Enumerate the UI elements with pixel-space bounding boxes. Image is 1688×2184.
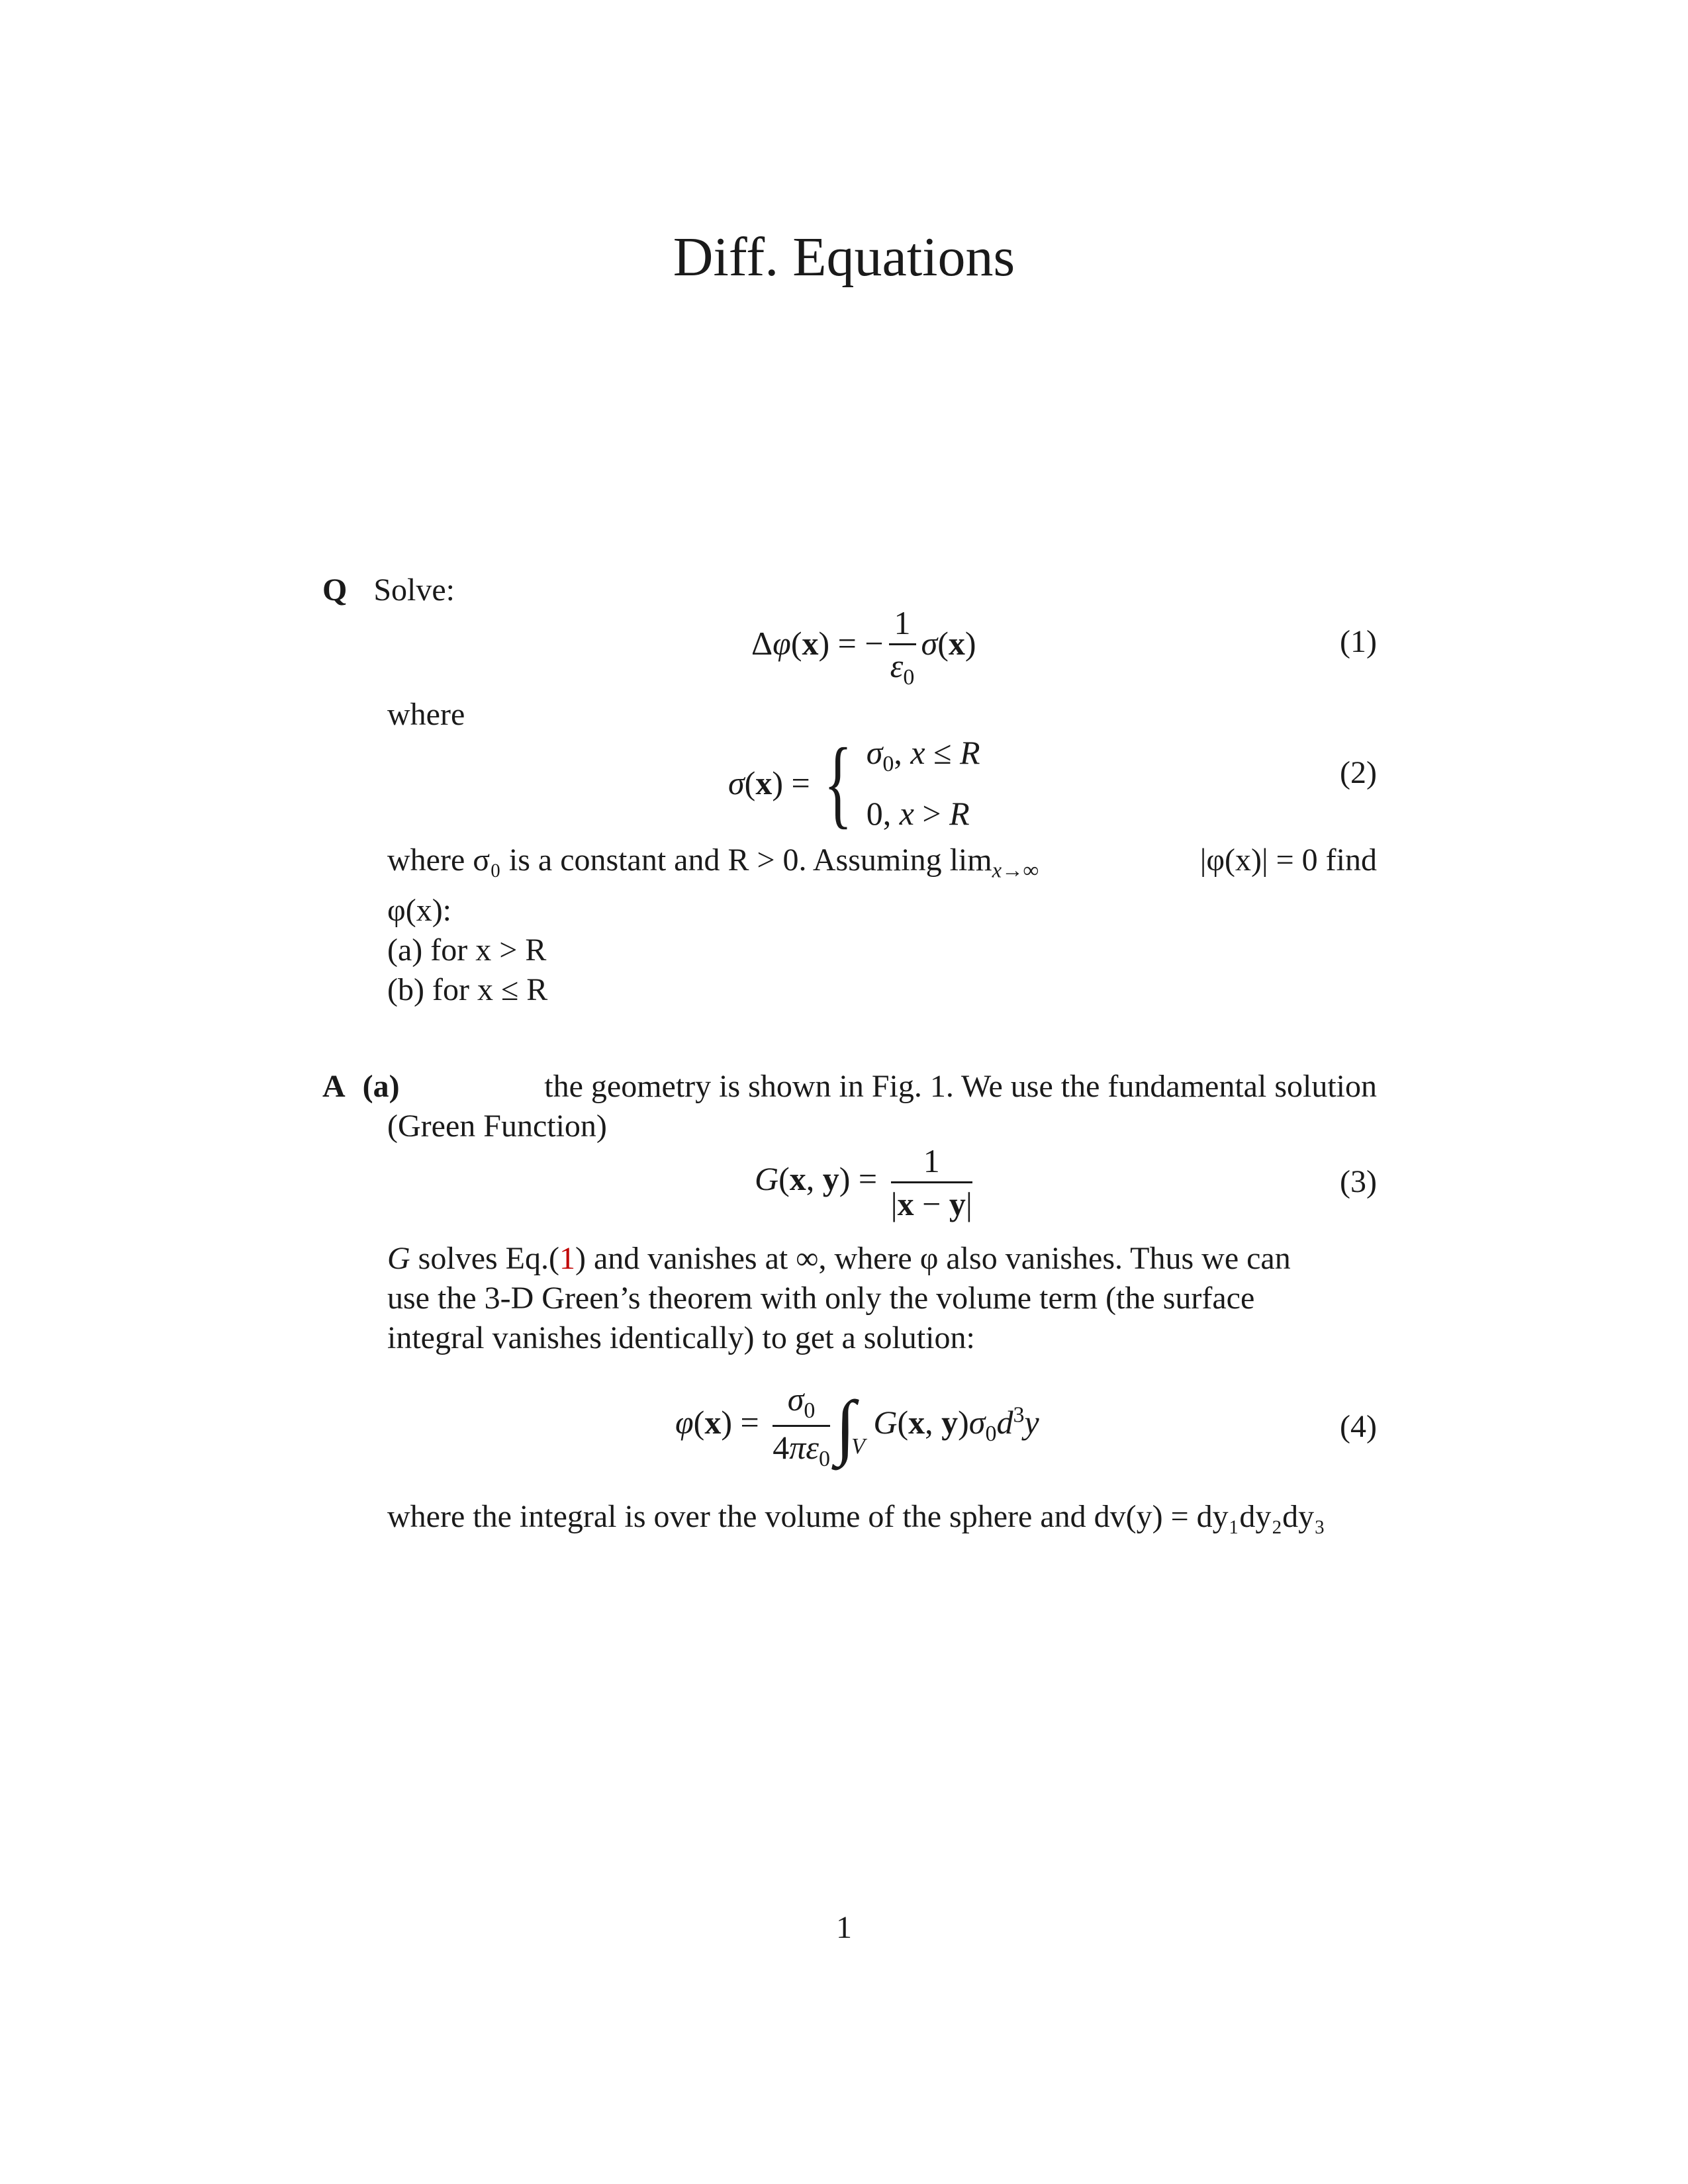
equation-3: G(x, y) = $\frac{1}{|x - y|}$ [755,1142,972,1222]
answer-line1: the geometry is shown in Fig. 1. We use the fundamental solution [544,1069,1377,1104]
answer-line2: (Green Function) [387,1109,607,1144]
conditions-line1: where σ₀ is a constant and R > 0. Assuming lim [387,842,992,878]
where-label: where [387,697,465,732]
question-intro: Solve: [373,572,455,608]
answer-label: A [322,1069,346,1104]
equation-4: φ(x) = $\frac{\sigma_0}{4\pi\varepsilon_0}$ $\int_V$ G(x, $y)\sigma_0d^3y$ [675,1381,1039,1471]
conditions-line1-tail: |φ(x)| = 0 find [1199,842,1377,878]
question-label-row [322,570,455,610]
conditions-line2: φ(x): [387,892,452,928]
answer-paragraph: G solves Eq.(1) and vanishes at ∞, where φ also vanishes. Thus we can use the 3-D Green’s theorem with only the volume term (the surface integral vanishes identically) to get a solution: [387,1239,1377,1358]
question-label: Q [322,572,348,608]
answer-closing-line: where the integral is over the volume of the sphere and dv(y) = dy₁dy₂dy₃ [387,1499,1325,1534]
answer-para-line2: use the 3-D Green’s theorem with only the volume term (the surface [387,1281,1255,1316]
equation-1-number: (1) [1340,624,1377,659]
question-conditions: where σ₀ is a constant and R > 0. Assuming $\lim_{x\to\infty}$ |φ(x)| = 0 find φ(x): (a) for x > R (b) for x ≤ R [387,841,1377,1010]
document-title: Diff. Equations [673,226,1015,288]
equation-4-number: (4) [1340,1409,1377,1444]
answer-para-line3: integral vanishes identically) to get a solution: [387,1320,975,1355]
part-b: (b) for x ≤ R [387,972,548,1007]
equation-1: Δφ(x) = − $\frac{1}{\varepsilon_0}$ σ(x) [751,604,976,690]
equation-2: σ(x) = { $\sigma_0$, x ≤ R 0, x > R [728,728,980,838]
equation-2-number: (2) [1340,755,1377,790]
answer-para-line1-tail: solves Eq.( [418,1241,559,1276]
equation-3-number: (3) [1340,1164,1377,1199]
equation-1-link[interactable]: 1 [559,1241,575,1276]
page-number: 1 [836,1910,852,1945]
curly-brace: { [823,728,853,838]
answer-intro [322,1067,1377,1146]
answer-part-label: (a) [362,1069,400,1104]
answer-para-line1-rest: ) and vanishes at ∞, where φ also vanishes. Thus we can [575,1241,1291,1276]
part-a: (a) for x > R [387,932,547,968]
